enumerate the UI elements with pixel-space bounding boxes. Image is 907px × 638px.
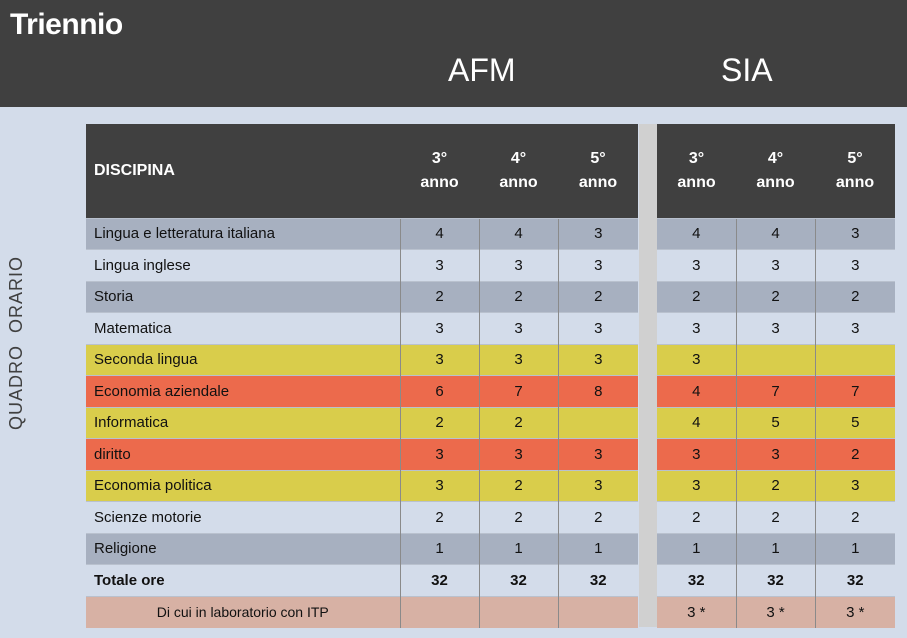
afm-hours-cell: 3 <box>558 344 638 376</box>
sia-hours-cell: 2 <box>736 502 815 534</box>
sia-hours-cell: 1 <box>736 533 815 565</box>
table-row <box>86 250 638 282</box>
table-row <box>86 533 638 565</box>
afm-year-header-5 <box>558 124 638 218</box>
afm-hours-cell: 2 <box>479 502 558 534</box>
table-row <box>657 439 895 471</box>
sia-hours-cell <box>736 344 815 376</box>
afm-hours-cell <box>479 596 558 628</box>
afm-hours-cell: 6 <box>400 376 479 408</box>
sia-year-header-5 <box>815 124 895 218</box>
sia-table <box>657 124 895 628</box>
afm-hours-cell: 2 <box>558 281 638 313</box>
sia-year-header-3 <box>657 124 736 218</box>
sia-hours-cell: 2 <box>815 439 895 471</box>
afm-hours-cell: 3 <box>400 250 479 282</box>
discipline-name: diritto <box>86 439 400 471</box>
afm-hours-cell: 8 <box>558 376 638 408</box>
afm-hours-cell: 32 <box>400 565 479 597</box>
table-row <box>86 439 638 471</box>
sia-hours-cell: 32 <box>736 565 815 597</box>
table-row <box>657 565 895 597</box>
title-bar <box>0 0 907 107</box>
afm-hours-cell: 4 <box>479 218 558 250</box>
sia-hours-cell: 3 <box>657 344 736 376</box>
year-number: 3° <box>431 149 448 167</box>
table-row <box>86 376 638 408</box>
discipline-name: Matematica <box>86 313 400 345</box>
afm-hours-cell <box>400 596 479 628</box>
year-label: anno <box>420 173 459 191</box>
table-row <box>86 407 638 439</box>
afm-hours-cell: 32 <box>558 565 638 597</box>
afm-hours-cell: 2 <box>400 502 479 534</box>
table-row <box>657 470 895 502</box>
sia-hours-cell: 3 * <box>815 596 895 628</box>
table-row <box>86 218 638 250</box>
sia-hours-cell <box>815 344 895 376</box>
discipline-name: Seconda lingua <box>86 344 400 376</box>
afm-hours-cell: 7 <box>479 376 558 408</box>
afm-hours-cell: 3 <box>558 250 638 282</box>
table-row <box>86 502 638 534</box>
afm-hours-cell <box>558 407 638 439</box>
discipline-name: Informatica <box>86 407 400 439</box>
afm-hours-cell: 32 <box>479 565 558 597</box>
afm-hours-cell: 3 <box>479 344 558 376</box>
afm-hours-cell: 1 <box>558 533 638 565</box>
discipline-name: Economia aziendale <box>86 376 400 408</box>
sia-hours-cell: 3 <box>736 250 815 282</box>
year-label: anno <box>578 173 618 191</box>
afm-hours-cell: 3 <box>558 218 638 250</box>
table-row <box>86 565 638 597</box>
table-row <box>657 533 895 565</box>
afm-hours-cell: 3 <box>558 439 638 471</box>
sia-hours-cell: 4 <box>657 407 736 439</box>
year-number: 4° <box>767 149 784 167</box>
afm-year-header-4 <box>479 124 558 218</box>
discipline-header: DISCIPINA <box>86 124 400 218</box>
afm-hours-cell: 2 <box>400 281 479 313</box>
sia-hours-cell: 7 <box>736 376 815 408</box>
sia-hours-cell: 2 <box>815 281 895 313</box>
sia-hours-cell: 5 <box>736 407 815 439</box>
discipline-name: Di cui in laboratorio con ITP <box>86 596 400 628</box>
year-label: anno <box>756 173 795 191</box>
year-label: anno <box>499 173 538 191</box>
afm-hours-cell: 1 <box>400 533 479 565</box>
table-row <box>657 596 895 628</box>
sia-year-header-4 <box>736 124 815 218</box>
sia-hours-cell: 3 <box>815 250 895 282</box>
afm-hours-cell: 3 <box>558 313 638 345</box>
table-row <box>86 470 638 502</box>
table-row <box>657 502 895 534</box>
sia-hours-cell: 3 <box>736 313 815 345</box>
sia-hours-cell: 3 * <box>736 596 815 628</box>
table-row <box>657 250 895 282</box>
afm-hours-cell: 1 <box>479 533 558 565</box>
afm-hours-cell: 4 <box>400 218 479 250</box>
sia-hours-cell: 2 <box>657 281 736 313</box>
table-row <box>657 376 895 408</box>
afm-hours-cell: 3 <box>479 250 558 282</box>
sia-hours-cell: 3 * <box>657 596 736 628</box>
year-label: anno <box>677 173 716 191</box>
discipline-name: Totale ore <box>86 565 400 597</box>
sia-hours-cell: 2 <box>736 281 815 313</box>
table-row <box>657 407 895 439</box>
sia-hours-cell: 32 <box>657 565 736 597</box>
sia-hours-cell: 1 <box>815 533 895 565</box>
sia-header-row <box>657 124 895 218</box>
discipline-name: Scienze motorie <box>86 502 400 534</box>
sia-hours-cell: 3 <box>815 218 895 250</box>
afm-hours-cell: 2 <box>558 502 638 534</box>
table-row <box>657 313 895 345</box>
sia-hours-cell: 2 <box>657 502 736 534</box>
year-number: 4° <box>510 149 527 167</box>
sia-hours-cell: 32 <box>815 565 895 597</box>
year-number: 5° <box>847 149 863 167</box>
sia-hours-cell: 4 <box>657 376 736 408</box>
table-row <box>86 281 638 313</box>
sia-hours-cell: 3 <box>815 470 895 502</box>
afm-hours-cell: 3 <box>400 439 479 471</box>
sia-hours-cell: 3 <box>657 470 736 502</box>
year-label: anno <box>835 173 875 191</box>
table-row <box>657 344 895 376</box>
discipline-name: Storia <box>86 281 400 313</box>
afm-hours-cell: 2 <box>479 470 558 502</box>
afm-hours-cell: 3 <box>400 470 479 502</box>
afm-hours-cell: 2 <box>479 281 558 313</box>
sia-hours-cell: 7 <box>815 376 895 408</box>
afm-hours-cell: 2 <box>479 407 558 439</box>
afm-hours-cell <box>558 596 638 628</box>
page-title: Triennio <box>10 8 123 41</box>
afm-hours-cell: 3 <box>400 344 479 376</box>
afm-year-header-3 <box>400 124 479 218</box>
sia-hours-cell: 5 <box>815 407 895 439</box>
sia-hours-cell: 3 <box>657 439 736 471</box>
sia-hours-cell: 3 <box>657 313 736 345</box>
discipline-name: Economia politica <box>86 470 400 502</box>
afm-hours-cell: 3 <box>479 313 558 345</box>
table-row <box>86 344 638 376</box>
sia-hours-cell: 2 <box>815 502 895 534</box>
year-number: 5° <box>590 149 606 167</box>
afm-hours-cell: 3 <box>479 439 558 471</box>
sia-hours-cell: 4 <box>657 218 736 250</box>
table-row <box>657 281 895 313</box>
side-label: QUADRO ORARIO <box>6 256 26 431</box>
afm-hours-cell: 2 <box>400 407 479 439</box>
year-number: 3° <box>688 149 705 167</box>
discipline-name: Lingua inglese <box>86 250 400 282</box>
sia-hours-cell: 3 <box>736 439 815 471</box>
sia-hours-cell: 2 <box>736 470 815 502</box>
afm-header-row <box>86 124 638 218</box>
sia-hours-cell: 3 <box>815 313 895 345</box>
discipline-name: Lingua e letteratura italiana <box>86 218 400 250</box>
afm-table <box>86 124 638 628</box>
afm-hours-cell: 3 <box>400 313 479 345</box>
sia-hours-cell: 4 <box>736 218 815 250</box>
afm-hours-cell: 3 <box>558 470 638 502</box>
table-row <box>86 313 638 345</box>
sia-hours-cell: 3 <box>657 250 736 282</box>
column-separator <box>639 124 657 627</box>
sia-hours-cell: 1 <box>657 533 736 565</box>
table-row <box>657 218 895 250</box>
group-title-afm: AFM <box>448 52 516 88</box>
table-row <box>86 596 638 628</box>
discipline-name: Religione <box>86 533 400 565</box>
group-title-sia: SIA <box>721 52 773 88</box>
